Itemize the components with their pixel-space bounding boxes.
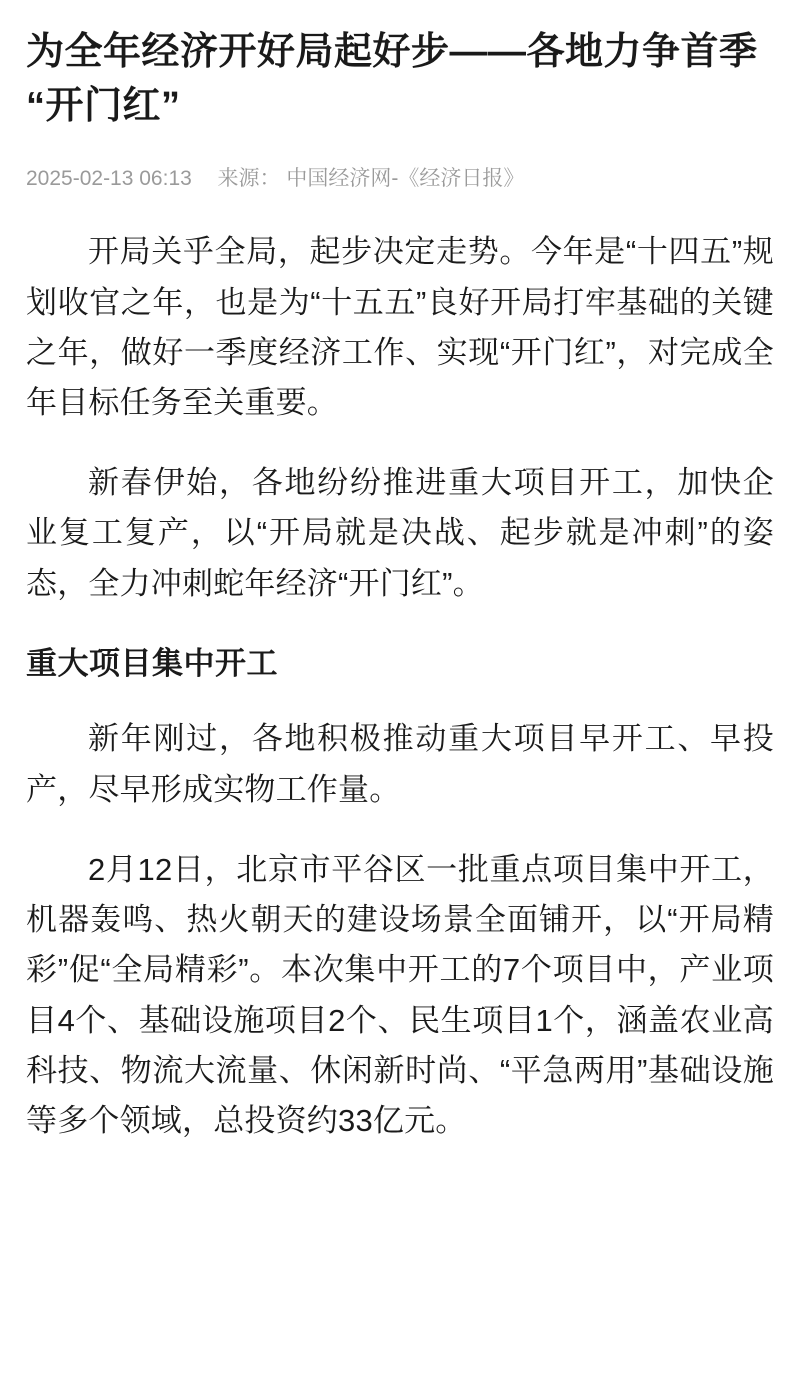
section-subheading: 重大项目集中开工	[26, 645, 278, 681]
body-paragraph: 2月12日，北京市平谷区一批重点项目集中开工，机器轰鸣、热火朝天的建设场景全面铺开，以“开局精彩”促“全局精彩”。本次集中开工的7个项目中，产业项目4个、基础设施项目2个、民生项目1个，涵盖农业高科技、物流大流量、休闲新时尚、“平急两用”基础设施等多个领域，总投资约33亿元。	[26, 851, 774, 1138]
source-name: 中国经济网-《经济日报》	[286, 166, 525, 190]
page-title: 为全年经济开好局起好步——各地力争首季“开门红”	[26, 31, 758, 127]
article-body	[26, 227, 774, 1146]
body-paragraph: 新春伊始，各地纷纷推进重大项目开工，加快企业复工复产，以“开局就是决战、起步就是冲刺”的姿态，全力冲刺蛇年经济“开门红”。	[26, 465, 774, 601]
article-meta	[26, 164, 774, 193]
publish-timestamp: 2025-02-13 06:13	[26, 166, 192, 190]
body-paragraph: 新年刚过，各地积极推动重大项目早开工、早投产，尽早形成实物工作量。	[26, 721, 774, 807]
body-paragraph: 开局关乎全局，起步决定走势。今年是“十四五”规划收官之年，也是为“十五五”良好开局打牢基础的关键之年，做好一季度经济工作、实现“开门红”，对完成全年目标任务至关重要。	[26, 234, 774, 420]
source-label: 来源：	[217, 166, 281, 190]
